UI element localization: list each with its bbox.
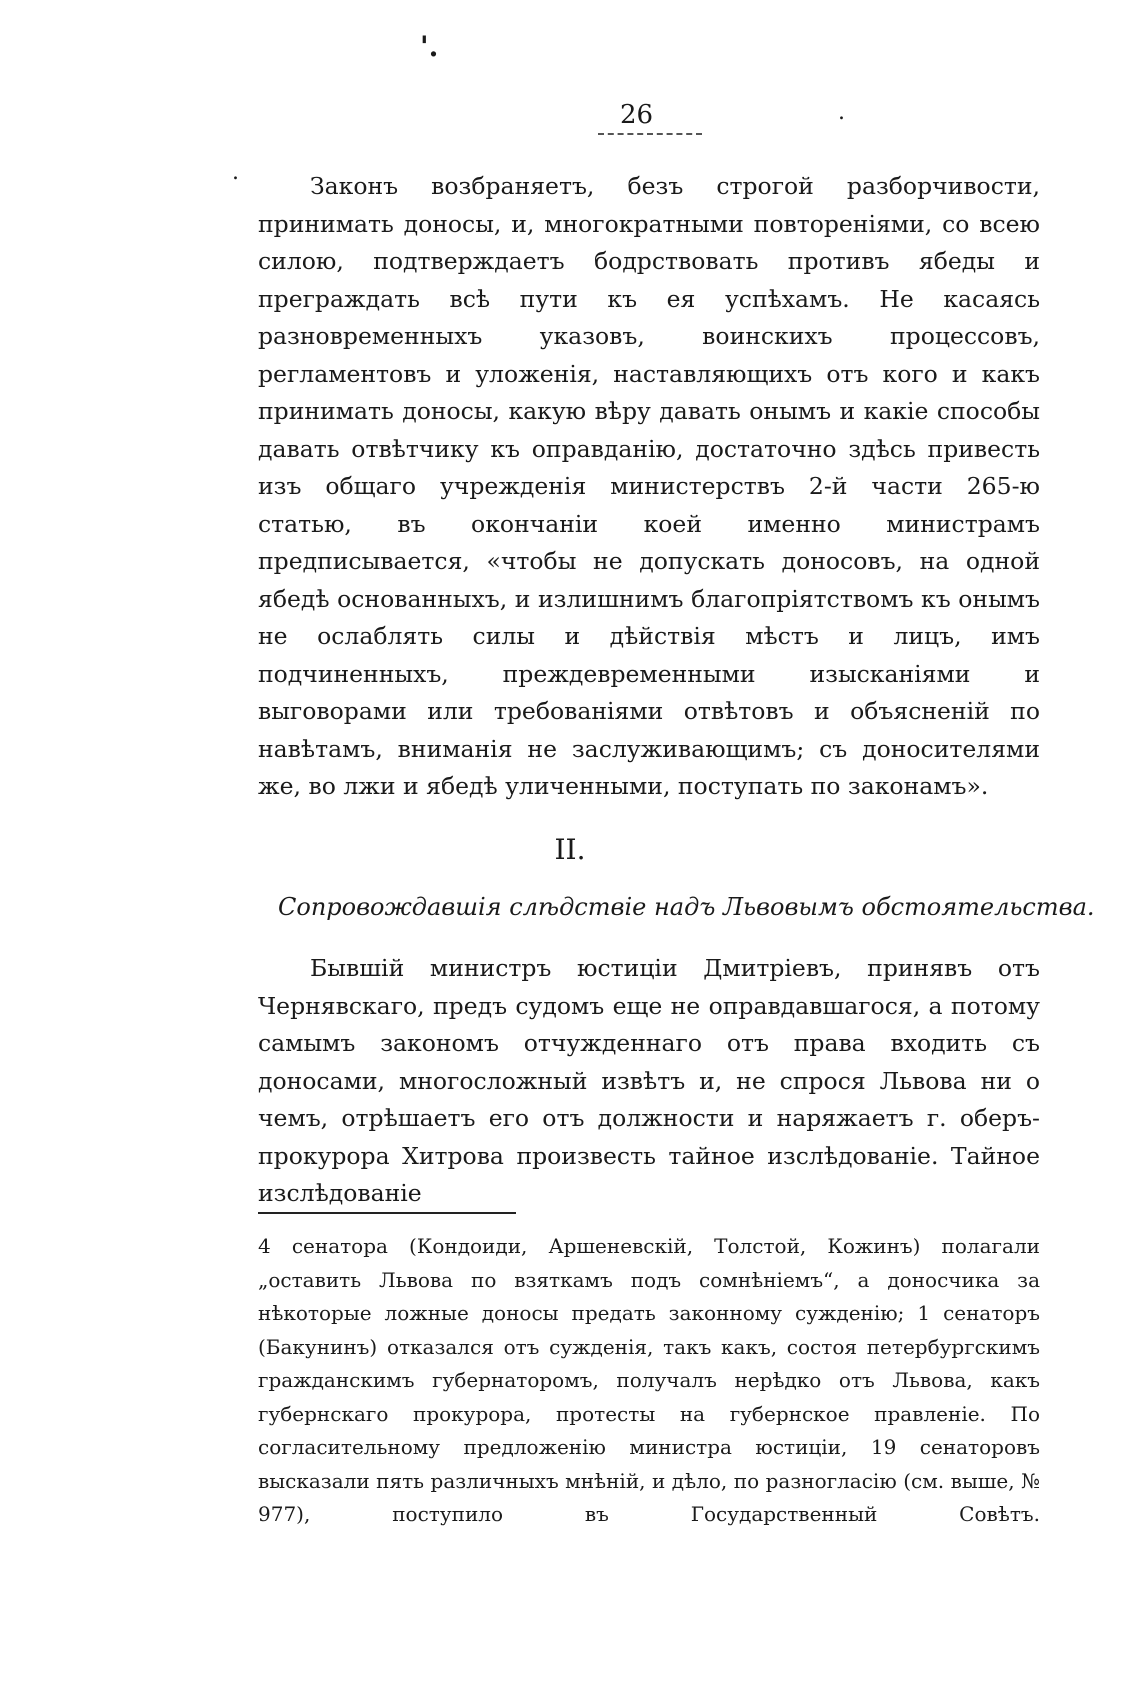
page-number: 26 — [620, 100, 654, 130]
footnote: 4 сенатора (Кондоиди, Аршеневскій, Толстой, Кожинъ) полагали „оставить Львова по взяткамъ подъ сомнѣніемъ“, а доносчика за нѣкоторые ложные доносы предать законному сужденію; 1 сенаторъ (Бакунинъ) отказался отъ сужденія, такъ какъ, состоя петербургскимъ гражданскимъ губернаторомъ, получалъ нерѣдко отъ Львова, какъ губернскаго прокурора, протесты на губернское правленіе. По согласительному предложенію министра юстиціи, 19 сенаторовъ высказали пять различныхъ мнѣній, и дѣло, по разногласію (см. выше, № 977), поступило въ Государственный Совѣтъ. — [258, 1234, 1040, 1526]
page-number-rule — [598, 133, 702, 135]
ink-dot: . — [232, 160, 239, 185]
footnote-divider — [258, 1212, 516, 1214]
section-number: II. — [554, 833, 586, 866]
ink-dot: . — [838, 100, 845, 125]
ink-speck: '. — [420, 30, 439, 63]
paragraph-dmitriev: Бывшій министръ юстиціи Дмитріевъ, принявъ отъ Чернявскаго, предъ судомъ еще не оправдавшагося, а потому самымъ закономъ отчужденнаго отъ права входить съ доносами, многосложный извѣтъ и, не спрося Львова ни о чемъ, отрѣшаетъ его отъ должности и наряжаетъ г. оберъ-прокурора Хитрова произвесть тайное изслѣдованіе. Тайное изслѣдованіе — [258, 954, 1040, 1207]
paragraph-law: Законъ возбраняетъ, безъ строгой разборчивости, принимать доносы, и, многократными повтореніями, со всею силою, подтверждаетъ бодрствовать противъ ябеды и преграждать всѣ пути къ ея успѣхамъ. Не касаясь разновременныхъ указовъ, воинскихъ процессовъ, регламентовъ и уложенія, наставляющихъ отъ кого и какъ принимать доносы, какую вѣру давать онымъ и какіе способы давать отвѣтчику къ оправданію, достаточно здѣсь привесть изъ общаго учрежденія министерствъ 2-й части 265-ю статью, въ окончаніи коей именно министрамъ предписывается, «чтобы не допускать доносовъ, на одной ябедѣ основанныхъ, и излишнимъ благопріятствомъ къ онымъ не ослаблять силы и дѣйствія мѣстъ и лицъ, имъ подчиненныхъ, преждевременными изысканіями и выговорами или требованіями отвѣтовъ и объясненій по навѣтамъ, вниманія не заслуживающимъ; съ доносителями же, во лжи и ябедѣ уличенными, поступать по законамъ». — [258, 172, 1040, 800]
section-title: Сопровождавшія слѣдствіе надъ Львовымъ обстоятельства. — [278, 893, 1095, 921]
